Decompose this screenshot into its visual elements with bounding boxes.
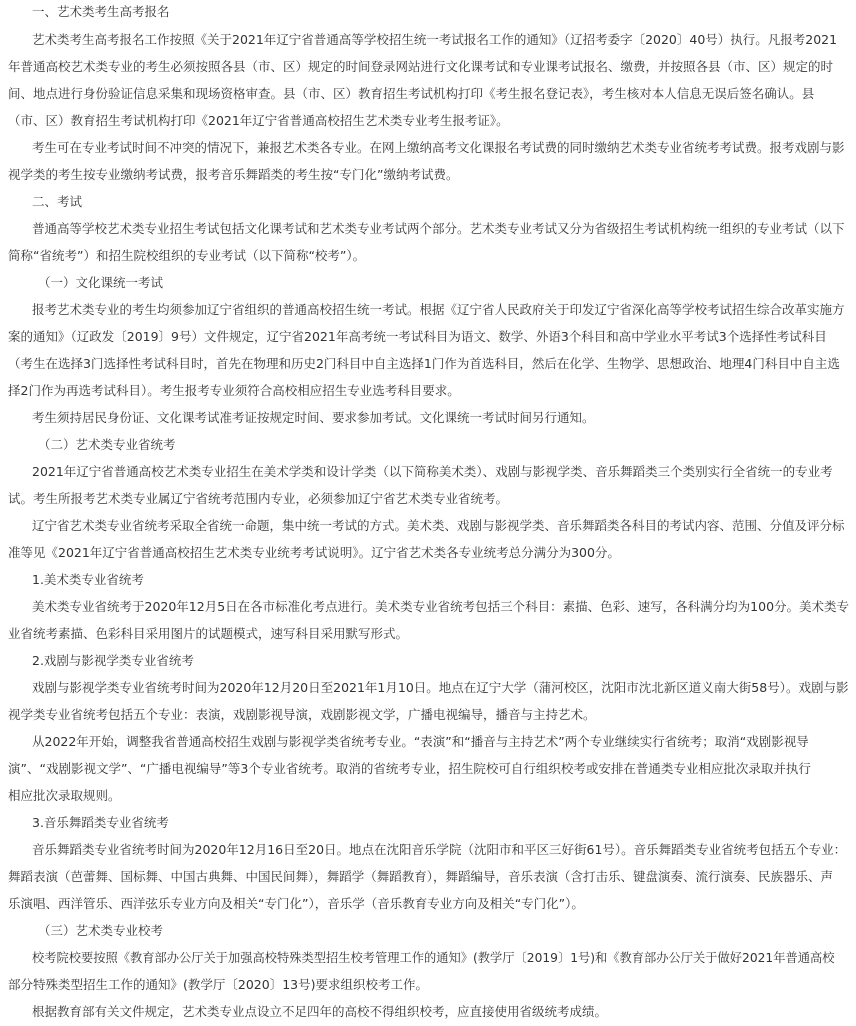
paragraph-line: 部分特殊类型招生工作的通知》(教学厅〔2020〕13号)要求组织校考工作。 — [8, 977, 428, 992]
section-heading-2: 二、考试 — [32, 194, 83, 209]
paragraph-line: 普通高等学校艺术类专业招生考试包括文化课考试和艺术类专业考试两个部分。艺术类专业考试又分为省级招生考试机构统一组织的专业考试（以下 — [32, 221, 845, 236]
paragraph-line: 根据教育部有关文件规定，艺术类专业点设立不足四年的高校不得组织校考，应直接使用省级统考成绩。 — [32, 1004, 608, 1019]
paragraph-line: 相应批次录取规则。 — [8, 788, 121, 803]
paragraph-line: 2021年辽宁省普通高校艺术类专业招生在美术学类和设计学类（以下简称美术类）、戏剧与影视学类、音乐舞蹈类三个类别实行全省统一的专业考 — [32, 464, 833, 479]
section-heading-1: 一、艺术类考生高考报名 — [32, 4, 170, 19]
paragraph-line: 舞蹈表演（芭蕾舞、国标舞、中国古典舞、中国民间舞），舞蹈学（舞蹈教育），舞蹈编导，音乐表演（含打击乐、键盘演奏、流行演奏、民族器乐、声 — [8, 869, 834, 884]
paragraph-line: 从2022年开始，调整我省普通高校招生戏剧与影视学类省统考专业。“表演”和“播音与主持艺术”两个专业继续实行省统考；取消“戏剧影视导 — [32, 734, 809, 749]
paragraph-line: 考生可在专业考试时间不冲突的情况下，兼报艺术类各专业。在网上缴纳高考文化课报名考试费的同时缴纳艺术类专业省统考考试费。报考戏剧与影 — [32, 140, 845, 155]
paragraph-line: 案的通知》（辽政发〔2019〕9号）文件规定，辽宁省2021年高考统一考试科目为语文、数学、外语3个科目和高中学业水平考试3个选择性考试科目 — [8, 329, 827, 344]
paragraph-line: 试。考生所报考艺术类专业属辽宁省统考范围内专业，必须参加辽宁省艺术类专业省统考。 — [8, 491, 509, 506]
item-heading: 3.音乐舞蹈类专业省统考 — [32, 815, 169, 830]
paragraph-line: 美术类专业省统考于2020年12月5日在各市标准化考点进行。美术类专业省统考包括三个科目：素描、色彩、速写，各科满分均为100分。美术类专 — [32, 599, 850, 614]
paragraph-line: 择2门作为再选考试科目）。考生报考专业须符合高校相应招生专业选考科目要求。 — [8, 383, 460, 398]
paragraph-line: 音乐舞蹈类专业省统考时间为2020年12月16日至20日。地点在沈阳音乐学院（沈阳市和平区三好街61号）。音乐舞蹈类专业省统考包括五个专业： — [32, 842, 847, 857]
paragraph-line: （市、区）教育招生考试机构打印《2021年辽宁省普通高校招生艺术类专业考生报考证》。 — [8, 113, 509, 128]
paragraph-line: 戏剧与影视学类专业省统考时间为2020年12月20日至2021年1月10日。地点在辽宁大学（蒲河校区，沈阳市沈北新区道义南大街58号）。戏剧与影 — [32, 680, 849, 695]
paragraph-line: 演”、“戏剧影视文学”、“广播电视编导”等3个专业省统考。取消的省统考专业，招生院校可自行组织校考或安排在普通类专业相应批次录取并执行 — [8, 761, 811, 776]
paragraph-line: 校考院校要按照《教育部办公厅关于加强高校特殊类型招生校考管理工作的通知》(教学厅〔2019〕1号)和《教育部办公厅关于做好2021年普通高校 — [32, 951, 835, 965]
paragraph-line: 乐演唱、西洋管乐、西洋弦乐专业方向及相关“专门化”），音乐学（音乐教育专业方向及相关“专门化”）。 — [8, 896, 584, 911]
paragraph-line: 视学类专业省统考包括五个专业：表演，戏剧影视导演，戏剧影视文学，广播电视编导，播音与主持艺术。 — [8, 707, 596, 722]
paragraph-line: 简称“省统考”）和招生院校组织的专业考试（以下简称“校考”）。 — [8, 248, 366, 263]
paragraph-line: （考生在选择3门选择性考试科目时，首先在物理和历史2门科目中自主选择1门作为首选科目，然后在化学、生物学、思想政治、地理4门科目中自主选 — [8, 356, 840, 371]
paragraph-line: 准等见《2021年辽宁省普通高校招生艺术类专业统考考试说明》。辽宁省艺术类各专业统考总分满分为300分。 — [8, 545, 620, 560]
subsection-heading: （一）文化课统一考试 — [38, 275, 164, 290]
item-heading: 2.戏剧与影视学类专业省统考 — [32, 653, 194, 668]
paragraph-line: 视学类的考生按专业缴纳考试费，报考音乐舞蹈类的考生按“专门化”缴纳考试费。 — [8, 167, 459, 182]
paragraph-line: 业省统考素描、色彩科目采用图片的试题模式，速写科目采用默写形式。 — [8, 626, 409, 641]
paragraph-line: 考生须持居民身份证、文化课考试准考证按规定时间、要求参加考试。文化课统一考试时间另行通知。 — [32, 410, 595, 425]
paragraph-line: 间、地点进行身份验证信息采集和现场资格审查。县（市、区）教育招生考试机构打印《考生报名登记表》，考生核对本人信息无误后签名确认。县 — [8, 86, 815, 101]
subsection-heading: （三）艺术类专业校考 — [38, 923, 164, 938]
paragraph-line: 年普通高校艺术类专业的考生必须按照各县（市、区）规定的时间登录网站进行文化课考试和专业课考试报名、缴费，并按照各县（市、区）规定的时 — [8, 59, 834, 74]
subsection-heading: （二）艺术类专业省统考 — [38, 437, 176, 452]
item-heading: 1.美术类专业省统考 — [32, 572, 144, 587]
paragraph-line: 艺术类考生高考报名工作按照《关于2021年辽宁省普通高等学校招生统一考试报名工作的通知》（辽招考委字〔2020〕40号）执行。凡报考2021 — [32, 32, 838, 47]
paragraph-line: 报考艺术类专业的考生均须参加辽宁省组织的普通高校招生统一考试。根据《辽宁省人民政府关于印发辽宁省深化高等学校考试招生综合改革实施方 — [32, 302, 845, 317]
paragraph-line: 辽宁省艺术类专业省统考采取全省统一命题，集中统一考试的方式。美术类、戏剧与影视学类、音乐舞蹈类各科目的考试内容、范围、分值及评分标 — [32, 518, 845, 533]
